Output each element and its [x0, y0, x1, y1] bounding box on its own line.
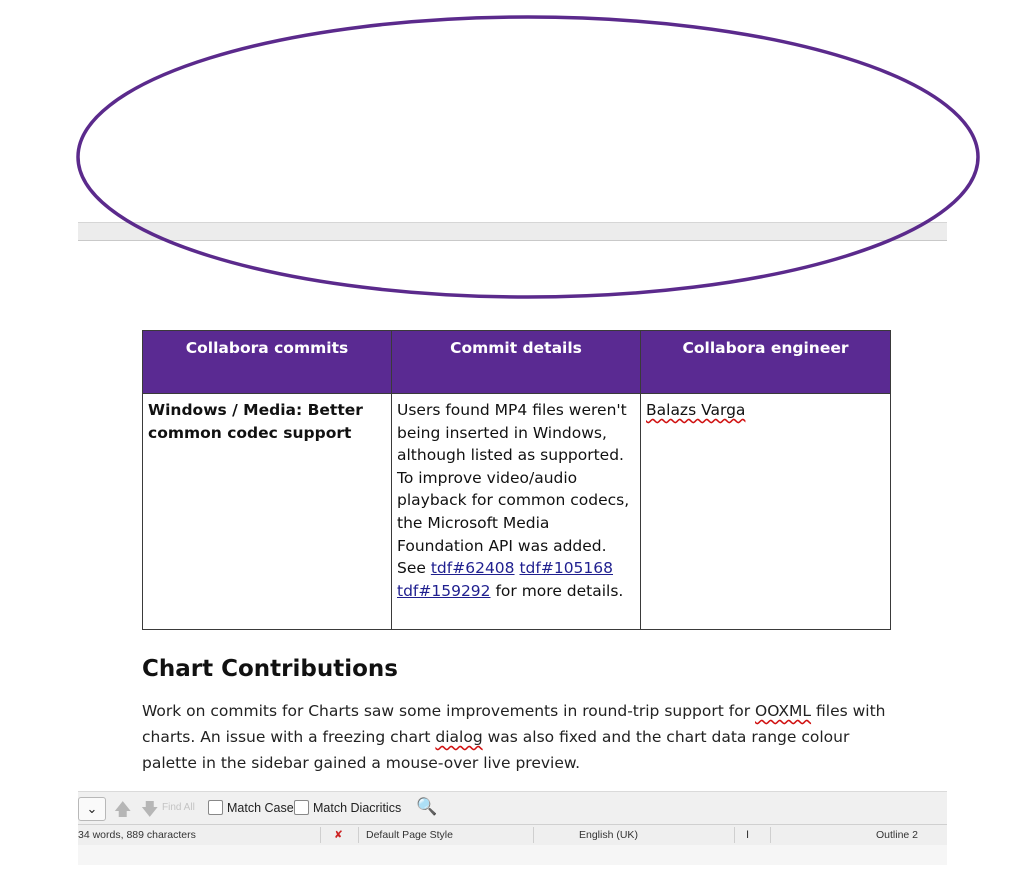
document-view [78, 20, 947, 865]
status-separator [320, 827, 321, 843]
match-case-checkbox[interactable] [208, 800, 294, 815]
status-separator [533, 827, 534, 843]
section-heading: Chart Contributions [142, 656, 398, 682]
table-row [143, 394, 891, 630]
match-diacritics-label: Match Diacritics [313, 800, 402, 815]
paragraph-term-dialog: dialog [435, 728, 483, 746]
engineer-cell [641, 394, 891, 630]
outline-level[interactable]: Outline 2 [876, 829, 919, 841]
link-tdf-62408[interactable]: tdf#62408 [430, 559, 515, 578]
paragraph-start: Work on commits for Charts saw some improvements in round-trip support for [142, 702, 751, 720]
commit-details-text: Users found MP4 files weren't being inserted in Windows, although listed as supported. To improve video/audio playback for common codecs, the Microsoft Media Foundation API was added. See [397, 401, 630, 578]
commits-table [142, 330, 891, 630]
bottom-area [78, 845, 947, 865]
status-separator [770, 827, 771, 843]
table-header-details: Commit details [392, 331, 641, 394]
status-bar [78, 824, 947, 846]
section-paragraph [142, 698, 902, 776]
find-all-button[interactable]: Find All [162, 802, 195, 813]
document-page[interactable] [78, 241, 947, 791]
find-toolbar [78, 791, 947, 824]
page-style[interactable]: Default Page Style [366, 829, 453, 841]
paragraph-term-ooxml: OOXML [755, 702, 812, 720]
word-count[interactable]: 34 words, 889 characters [78, 829, 196, 841]
match-case-label: Match Case [227, 800, 294, 815]
page-separator [78, 223, 947, 241]
commit-details-suffix: for more details. [495, 581, 624, 600]
table-header-row [143, 331, 891, 394]
link-tdf-105168[interactable]: tdf#105168 [519, 559, 613, 578]
find-history-dropdown[interactable] [78, 797, 106, 821]
commit-title: Windows / Media: Better common codec support [148, 401, 363, 442]
table-header-commits: Collabora commits [143, 331, 392, 394]
commit-title-cell [143, 394, 392, 630]
spellcheck-status-icon[interactable]: ✘ [334, 829, 343, 841]
language-indicator[interactable]: English (UK) [579, 829, 638, 841]
find-replace-icon[interactable]: 🔍 [416, 797, 438, 816]
text-cursor-icon[interactable]: Ⅰ [746, 829, 750, 841]
link-tdf-159292[interactable]: tdf#159292 [397, 581, 491, 600]
find-next-arrow-down-icon[interactable]: 🡇 [141, 800, 159, 819]
status-separator [358, 827, 359, 843]
commit-details-cell [392, 394, 641, 630]
table-header-engineer: Collabora engineer [641, 331, 891, 394]
find-previous-arrow-up-icon[interactable]: 🡅 [114, 800, 132, 819]
engineer-name: Balazs Varga [646, 401, 746, 419]
match-case-box[interactable] [208, 800, 223, 815]
match-diacritics-box[interactable] [294, 800, 309, 815]
chevron-down-icon: ⌄ [86, 801, 98, 816]
previous-page-bottom [78, 20, 947, 223]
paragraph-middle: files with charts. An issue with a freezing chart [142, 702, 886, 746]
status-separator [734, 827, 735, 843]
match-diacritics-checkbox[interactable] [294, 800, 401, 815]
paragraph-end: was also fixed and the chart data range colour palette in the sidebar gained a mouse-over live preview. [142, 728, 850, 772]
